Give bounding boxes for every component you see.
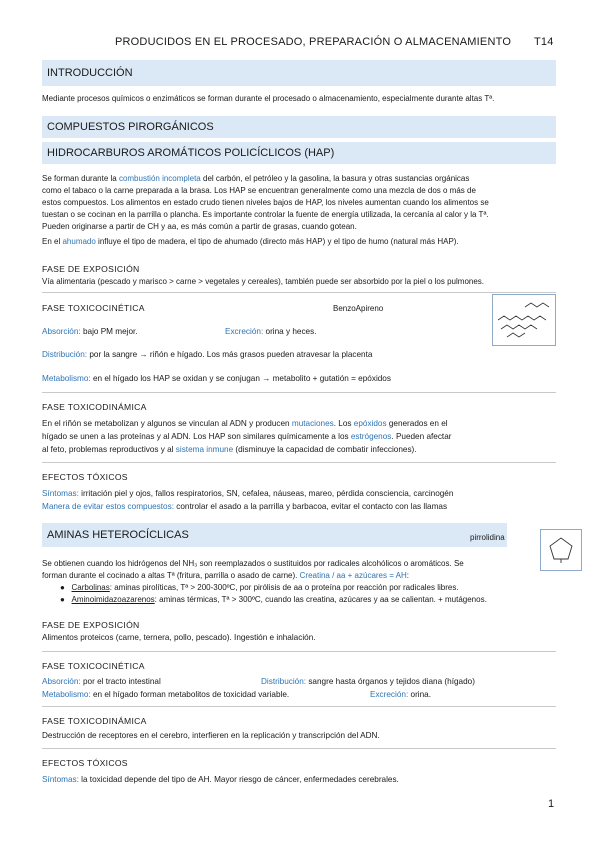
hap-excrecion: Excreción: orina y heces. <box>225 327 317 336</box>
hap-line-6: En el ahumado influye el tipo de madera, el tipo de ahumado (directo más HAP) y el tipo de humo (natural más HAP). <box>42 237 459 246</box>
intro-text: Mediante procesos químicos o enzimáticos se forman durante el procesado o almacenamiento, especialmente durante altas Tª. <box>42 94 495 103</box>
hap-line-2: como el tabaco o la carne preparada a la brasa. Los HAP se encuentran generalmente como una mezcla de dos o más de <box>42 186 476 195</box>
aminas-distribucion: Distribución: sangre hasta órganos y tejidos diana (hígado) <box>261 677 475 686</box>
hap-absorcion: Absorción: bajo PM mejor. <box>42 327 138 336</box>
aminas-efectos-title: EFECTOS TÓXICOS <box>42 758 128 768</box>
hap-toxicodinamica-line-3: al feto, problemas reproductivos y al sistema inmune (disminuye la capacidad de combatir infecciones). <box>42 445 417 454</box>
aminas-excrecion: Excreción: orina. <box>370 690 431 699</box>
divider <box>42 748 556 749</box>
aminas-toxicodinamica-text: Destrucción de receptores en el cerebro, interfieren en la replicación y transcripción del ADN. <box>42 731 380 740</box>
aminas-toxicodinamica-title: FASE TOXICODINÁMICA <box>42 716 147 726</box>
hap-toxicodinamica-line-1: En el riñón se metabolizan y algunos se vinculan al ADN y producen mutaciones. Los epóxidos generados en el <box>42 419 448 428</box>
topic-code: T14 <box>534 36 554 48</box>
page-number: 1 <box>548 798 555 810</box>
benzoapireno-structure-image <box>492 294 556 346</box>
divider <box>42 392 556 393</box>
hap-line-3: estos compuestos. Los alimentos en estado crudo tienen niveles bajos de HAP, los niveles aumentan cuando los alimentos se <box>42 198 489 207</box>
subsection-band-hap <box>42 142 556 164</box>
pirrolidina-label: pirrolidina <box>470 533 505 542</box>
hap-line-5: Pueden originarse a partir de CH y aa, es más común a partir de grasas, cuando gotean. <box>42 222 357 231</box>
subsection-heading: HIDROCARBUROS AROMÁTICOS POLICÍCLICOS (HAP) <box>47 147 335 159</box>
hap-line-4: tuestan o se cocinan en la parrilla o plancha. Es importante controlar la fuente de energía utilizada, la cercanía al calor y la Tª. <box>42 210 489 219</box>
section-band-pirorganicos <box>42 116 556 138</box>
hap-exposicion-title: FASE DE EXPOSICIÓN <box>42 264 140 274</box>
aminas-line-2: forman durante el cocinado a altas Tª (fritura, parrilla o asado de carne). Creatina / aa + azúcares = AH: <box>42 571 410 580</box>
benzoapireno-icon <box>493 295 555 345</box>
divider <box>42 706 556 707</box>
divider <box>42 462 556 463</box>
section-heading: COMPUESTOS PIRORGÁNICOS <box>47 121 214 133</box>
section-heading: INTRODUCCIÓN <box>47 67 133 79</box>
subsection-band-aminas <box>42 523 507 547</box>
divider <box>42 651 556 652</box>
hap-metabolismo: Metabolismo: en el hígado los HAP se oxidan y se conjugan → metabolito + gutatión = epóxidos <box>42 374 391 383</box>
hap-line-1: Se forman durante la combustión incompleta del carbón, el petróleo y la gasolina, la basura y otras sustancias orgánicas <box>42 174 470 183</box>
aminas-toxicocinetica-title: FASE TOXICOCINÉTICA <box>42 661 145 671</box>
pirrolidina-structure-image <box>540 529 582 571</box>
pirrolidina-icon <box>541 530 581 570</box>
subsection-heading: AMINAS HETEROCÍCLICAS <box>47 529 189 541</box>
hap-toxicodinamica-title: FASE TOXICODINÁMICA <box>42 402 147 412</box>
hap-evitar: Manera de evitar estos compuestos: controlar el asado a la parrilla y barbacoa, evitar el contacto con las llamas <box>42 502 448 511</box>
hap-distribucion: Distribución: por la sangre → riñón e hígado. Los más grasos pueden atravesar la placenta <box>42 350 373 359</box>
document-title: PRODUCIDOS EN EL PROCESADO, PREPARACIÓN O ALMACENAMIENTO <box>115 36 512 48</box>
divider <box>42 292 556 293</box>
bullet-carbolinas: ● Carbolinas: aminas pirolíticas, Tª > 200-300ºC, por pirólisis de aa o proteína por reacción por radicales libres. <box>60 583 459 592</box>
hap-sintomas: Síntomas: irritación piel y ojos, fallos respiratorios, SN, cefalea, náuseas, mareo, pérdida consciencia, carcinogén <box>42 489 454 498</box>
aminas-exposicion-text: Alimentos proteicos (carne, ternera, pollo, pescado). Ingestión e inhalación. <box>42 633 316 642</box>
benzoapireno-label: BenzoApireno <box>333 304 384 313</box>
hap-toxicocinetica-title: FASE TOXICOCINÉTICA <box>42 303 145 313</box>
hap-efectos-title: EFECTOS TÓXICOS <box>42 472 128 482</box>
aminas-sintomas: Síntomas: la toxicidad depende del tipo de AH. Mayor riesgo de cáncer, enfermedades cerebrales. <box>42 775 399 784</box>
aminas-line-1: Se obtienen cuando los hidrógenos del NH₃ son reemplazados o sustituidos por radicales alcohólicos o aromáticos. Se <box>42 559 464 568</box>
aminas-metabolismo: Metabolismo: en el hígado forman metabolitos de toxicidad variable. <box>42 690 290 699</box>
section-band-introduccion <box>42 60 556 86</box>
bullet-aminoimidazoazarenos: ● Aminoimidazoazarenos: aminas térmicas, Tª > 300ºC, cuando las creatina, azúcares y aa se calientan. + mutágenos. <box>60 595 487 604</box>
bullet-icon: ● <box>60 595 65 604</box>
bullet-icon: ● <box>60 583 65 592</box>
aminas-absorcion: Absorción: por el tracto intestinal <box>42 677 161 686</box>
hap-toxicodinamica-line-2: hígado se unen a las proteínas y al ADN. Los HAP son similares químicamente a los estrógenos. Pueden afectar <box>42 432 452 441</box>
aminas-exposicion-title: FASE DE EXPOSICIÓN <box>42 620 140 630</box>
hap-exposicion-text: Vía alimentaria (pescado y marisco > carne > vegetales y cereales), también puede ser absorbido por la piel o los pulmones. <box>42 277 485 286</box>
